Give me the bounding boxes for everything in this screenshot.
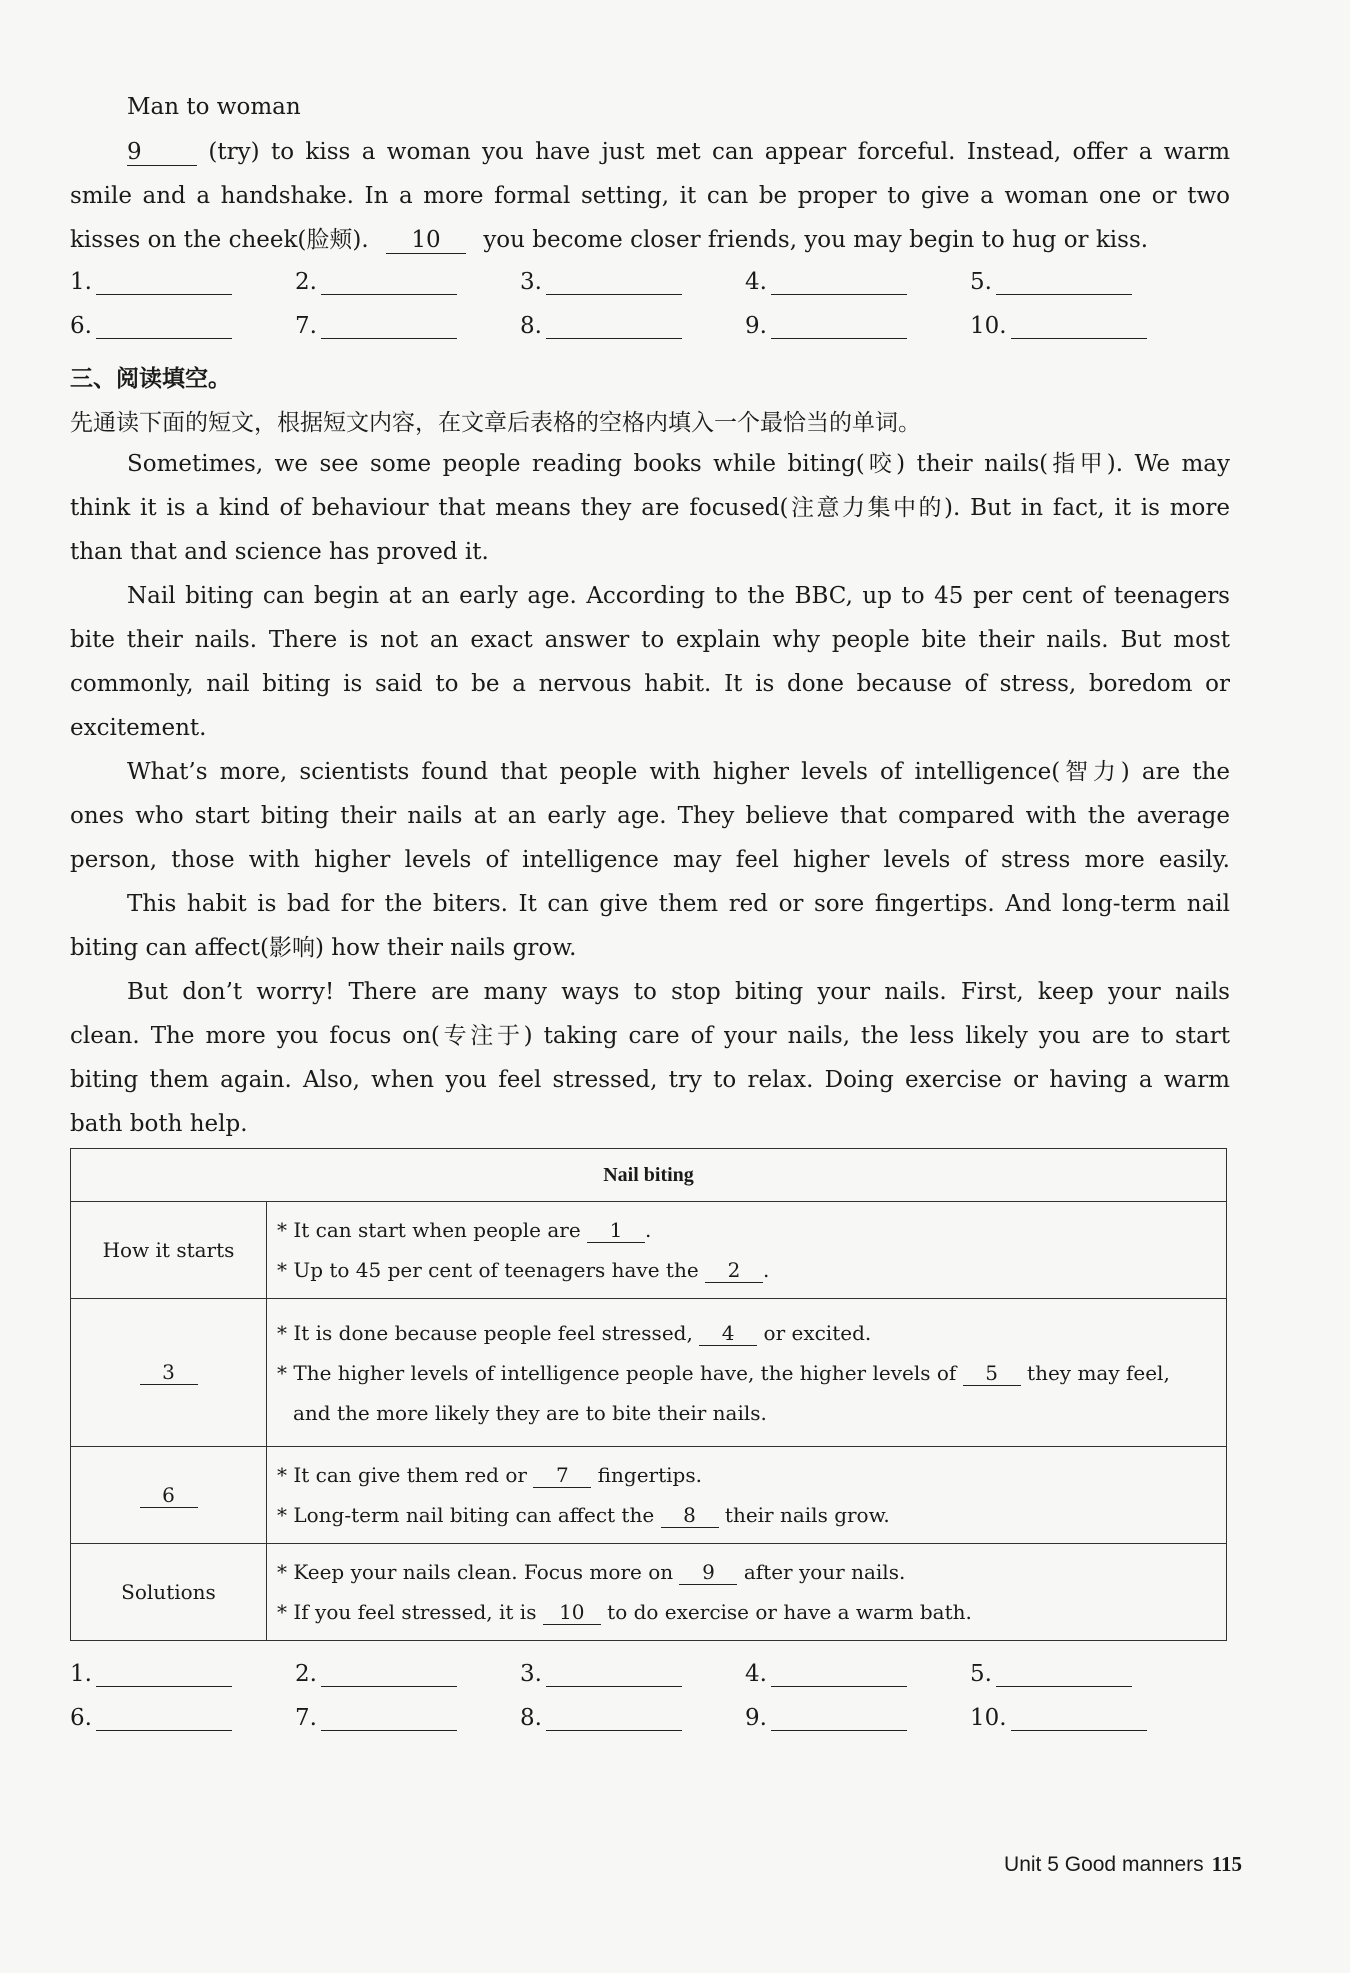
paragraph-line: smile and a handshake. In a more formal setting, it can be proper to give a woman one or two: [70, 183, 1230, 209]
text: .: [763, 1258, 770, 1282]
answer-line[interactable]: [546, 268, 682, 295]
answer-line[interactable]: [1011, 312, 1147, 339]
blank-8: 8: [661, 1503, 719, 1528]
bullet: [277, 1455, 1216, 1495]
answer-slot[interactable]: [745, 312, 907, 339]
section-heading: 三、阅读填空。: [70, 366, 231, 392]
bullet: [277, 1592, 1216, 1632]
answer-number: 6.: [70, 1705, 92, 1731]
answer-line[interactable]: [96, 268, 232, 295]
answer-slot[interactable]: [970, 268, 1132, 295]
passage-line: biting can affect(影响) how their nails grow.: [70, 935, 577, 961]
unit-title: Unit 5 Good manners: [1004, 1853, 1204, 1876]
answer-line[interactable]: [96, 1660, 232, 1687]
answer-number: 9.: [745, 313, 767, 339]
blank-10: 10: [386, 227, 466, 254]
answer-number: 2.: [295, 1661, 317, 1687]
answer-line[interactable]: [321, 268, 457, 295]
answer-number: 7.: [295, 1705, 317, 1731]
text: * Long-term nail biting can affect the: [277, 1503, 655, 1527]
page-footer: [1004, 1852, 1242, 1877]
answer-number: 1.: [70, 269, 92, 295]
paragraph-line: [70, 218, 1230, 262]
bullet: [277, 1313, 1216, 1353]
bullet: [277, 1552, 1216, 1592]
passage-line: Sometimes, we see some people reading books while biting(咬) their nails(指甲). We may: [127, 451, 1230, 477]
blank-4: 4: [699, 1321, 757, 1346]
text: or excited.: [763, 1320, 872, 1345]
passage-line: But don’t worry! There are many ways to stop biting your nails. First, keep your nails: [127, 979, 1230, 1005]
answer-line[interactable]: [546, 1704, 682, 1731]
passage-line: biting them again. Also, when you feel stressed, try to relax. Doing exercise or having a warm: [70, 1067, 1230, 1093]
answer-slot[interactable]: [295, 268, 457, 295]
answer-number: 5.: [970, 1661, 992, 1687]
answer-line[interactable]: [96, 312, 232, 339]
blank-5: 5: [963, 1361, 1021, 1386]
text: .: [645, 1218, 652, 1242]
passage-line: than that and science has proved it.: [70, 539, 489, 565]
text: they may feel,: [1027, 1360, 1170, 1385]
blank-6: 6: [140, 1483, 198, 1508]
answer-row: [70, 268, 1170, 308]
answer-row: [70, 1660, 1170, 1700]
answer-number: 10.: [970, 1705, 1007, 1731]
answer-slot[interactable]: [70, 1660, 232, 1687]
answer-line[interactable]: [771, 1704, 907, 1731]
nail-biting-table: [70, 1148, 1227, 1641]
blank-10: 10: [543, 1600, 601, 1625]
text: * It can give them red or: [277, 1463, 527, 1487]
text: * The higher levels of intelligence people have, the higher levels of: [277, 1360, 957, 1385]
answer-number: 1.: [70, 1661, 92, 1687]
row-label: Solutions: [71, 1544, 267, 1641]
answer-slot[interactable]: [970, 1660, 1132, 1687]
text: fingertips.: [597, 1463, 702, 1487]
answer-row: [70, 1704, 1170, 1744]
text: kisses on the cheek(脸颊).: [70, 227, 369, 253]
text: to do exercise or have a warm bath.: [607, 1600, 972, 1624]
answer-slot[interactable]: [970, 312, 1147, 339]
text: * It can start when people are: [277, 1218, 581, 1242]
page-number: 115: [1211, 1852, 1242, 1876]
text: * If you feel stressed, it is: [277, 1600, 537, 1624]
answer-line[interactable]: [771, 268, 907, 295]
passage-line: person, those with higher levels of intelligence may feel higher levels of stress more easily.: [70, 847, 1230, 873]
answer-number: 3.: [520, 1661, 542, 1687]
text: you become closer friends, you may begin to hug or kiss.: [483, 227, 1149, 253]
text: (try) to kiss a woman you have just met can appear forceful. Instead, offer a warm: [208, 139, 1231, 165]
bullet: [277, 1250, 1216, 1290]
answer-slot[interactable]: [520, 268, 682, 295]
passage-line: excitement.: [70, 715, 207, 741]
table-title: Nail biting: [71, 1149, 1227, 1202]
row-content: [267, 1544, 1227, 1641]
passage-line: What’s more, scientists found that people with higher levels of intelligence(智力) are the: [127, 759, 1230, 785]
answer-line[interactable]: [321, 1660, 457, 1687]
passage-line: commonly, nail biting is said to be a nervous habit. It is done because of stress, boredom or: [70, 671, 1230, 697]
bullet: [277, 1495, 1216, 1535]
text: * Up to 45 per cent of teenagers have the: [277, 1258, 699, 1282]
answer-line[interactable]: [321, 1704, 457, 1731]
answer-number: 2.: [295, 269, 317, 295]
blank-3: 3: [140, 1360, 198, 1385]
row-content: [267, 1299, 1227, 1447]
passage-line: clean. The more you focus on(专注于) taking care of your nails, the less likely you are to start: [70, 1023, 1230, 1049]
instruction: 先通读下面的短文，根据短文内容，在文章后表格的空格内填入一个最恰当的单词。: [70, 410, 921, 436]
answer-row: [70, 312, 1170, 352]
section-title: Man to woman: [127, 94, 301, 120]
answer-number: 5.: [970, 269, 992, 295]
passage-line: ones who start biting their nails at an early age. They believe that compared with the average: [70, 803, 1230, 829]
answer-slot[interactable]: [295, 312, 457, 339]
answer-number: 8.: [520, 1705, 542, 1731]
blank-1: 1: [587, 1218, 645, 1243]
answer-line[interactable]: [771, 1660, 907, 1687]
answer-slot[interactable]: [745, 1704, 907, 1731]
answer-line[interactable]: [546, 312, 682, 339]
answer-slot[interactable]: [970, 1704, 1147, 1731]
row-label: [71, 1299, 267, 1447]
answer-number: 8.: [520, 313, 542, 339]
answer-slot[interactable]: [295, 1704, 457, 1731]
row-label: How it starts: [71, 1202, 267, 1299]
answer-line[interactable]: [321, 312, 457, 339]
passage-line: bath both help.: [70, 1111, 248, 1137]
bullet: [277, 1353, 1216, 1393]
answer-line[interactable]: [996, 1660, 1132, 1687]
answer-line[interactable]: [771, 312, 907, 339]
blank-9: 9: [127, 139, 197, 166]
blank-9: 9: [679, 1560, 737, 1585]
passage-line: bite their nails. There is not an exact answer to explain why people bite their nails. But most: [70, 627, 1230, 653]
answer-number: 6.: [70, 313, 92, 339]
passage-line: This habit is bad for the biters. It can give them red or sore fingertips. And long-term nail: [127, 891, 1230, 917]
bullet: [277, 1210, 1216, 1250]
answer-slot[interactable]: [295, 1660, 457, 1687]
row-content: [267, 1447, 1227, 1544]
answer-number: 10.: [970, 313, 1007, 339]
row-label: [71, 1447, 267, 1544]
answer-slot[interactable]: [70, 1704, 232, 1731]
row-content: [267, 1202, 1227, 1299]
text: after your nails.: [743, 1560, 906, 1584]
answer-slot[interactable]: [70, 312, 232, 339]
answer-slot[interactable]: [745, 268, 907, 295]
answer-slot[interactable]: [70, 268, 232, 295]
answer-line[interactable]: [546, 1660, 682, 1687]
paragraph-line: [127, 130, 1230, 174]
answer-slot[interactable]: [520, 1660, 682, 1687]
answer-line[interactable]: [1011, 1704, 1147, 1731]
answer-number: 3.: [520, 269, 542, 295]
text: * Keep your nails clean. Focus more on: [277, 1560, 674, 1584]
blank-7: 7: [533, 1463, 591, 1488]
answer-number: 7.: [295, 313, 317, 339]
passage-line: Nail biting can begin at an early age. According to the BBC, up to 45 per cent of teenagers: [127, 583, 1230, 609]
answer-slot[interactable]: [520, 312, 682, 339]
text: their nails grow.: [724, 1503, 890, 1527]
answer-slot[interactable]: [745, 1660, 907, 1687]
text: * It is done because people feel stressed,: [277, 1320, 693, 1345]
answer-line[interactable]: [96, 1704, 232, 1731]
answer-number: 9.: [745, 1705, 767, 1731]
bullet-continuation: and the more likely they are to bite their nails.: [293, 1400, 767, 1425]
passage-line: think it is a kind of behaviour that means they are focused(注意力集中的). But in fact, it is more: [70, 495, 1230, 521]
answer-number: 4.: [745, 1661, 767, 1687]
answer-slot[interactable]: [520, 1704, 682, 1731]
answer-number: 4.: [745, 269, 767, 295]
answer-line[interactable]: [996, 268, 1132, 295]
blank-2: 2: [705, 1258, 763, 1283]
